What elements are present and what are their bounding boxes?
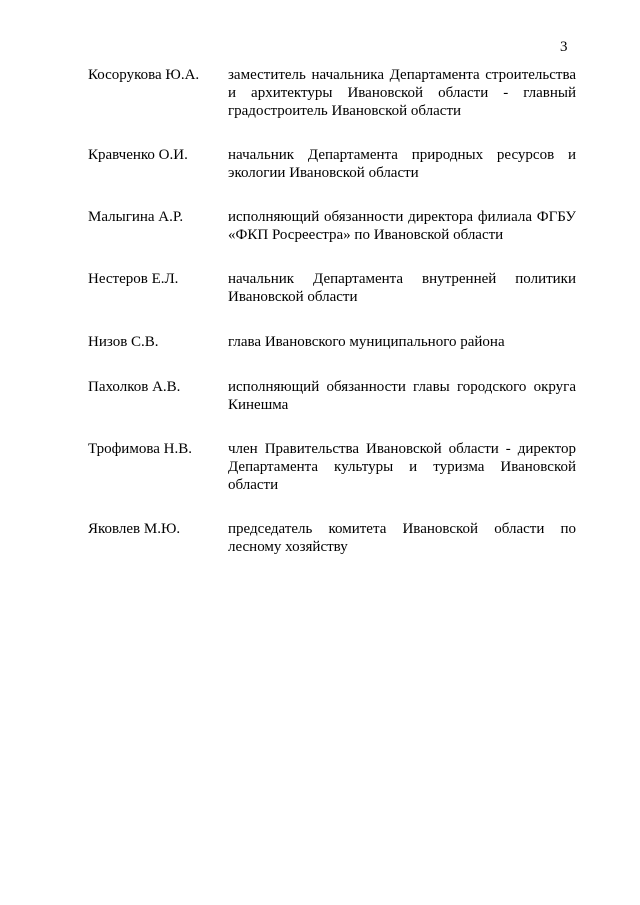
member-name: Малыгина А.Р. [88,209,184,225]
member-list [88,66,576,560]
member-position [228,333,576,351]
member-name: Нестеров Е.Л. [88,271,179,287]
list-item [88,208,576,270]
position-line: глава Ивановского муниципального района [228,334,505,350]
position-line: начальник Департамента природных ресурсов и [228,147,576,163]
member-name: Пахолков А.В. [88,379,181,395]
position-line: лесному хозяйству [228,539,348,555]
member-name: Косорукова Ю.А. [88,67,200,83]
member-position [228,378,576,414]
member-name: Низов С.В. [88,334,159,350]
member-position [228,520,576,556]
position-line: Кинешма [228,397,289,413]
member-position [228,66,576,120]
list-item [88,440,576,520]
list-item [88,66,576,129]
position-line: области [228,477,279,493]
position-line: начальник Департамента внутренней политики [228,271,576,287]
position-line: член Правительства Ивановской области - директор [228,441,576,457]
list-item [88,333,576,378]
position-line: градостроитель Ивановской области [228,103,462,119]
position-line: исполняющий обязанности главы городского округа [228,379,576,395]
member-position [228,270,576,306]
list-item [88,378,576,440]
list-item [88,146,576,208]
list-item [88,270,576,333]
position-line: заместитель начальника Департамента строительства [228,67,576,83]
member-name: Кравченко О.И. [88,147,188,163]
member-position [228,208,576,244]
position-line: Ивановской области [228,289,358,305]
member-position [228,146,576,182]
list-item [88,129,576,146]
member-name: Яковлев М.Ю. [88,521,181,537]
position-line: исполняющий обязанности директора филиала ФГБУ [228,209,576,225]
position-line: экологии Ивановской области [228,165,419,181]
list-item [88,520,576,560]
position-line: «ФКП Росреестра» по Ивановской области [228,227,504,243]
position-line: и архитектуры Ивановской области - главный [228,85,576,101]
member-position [228,440,576,494]
page-number: 3 [560,39,568,55]
position-line: председатель комитета Ивановской области по [228,521,576,537]
position-line: Департамента культуры и туризма Ивановской [228,459,576,475]
member-name: Трофимова Н.В. [88,441,192,457]
